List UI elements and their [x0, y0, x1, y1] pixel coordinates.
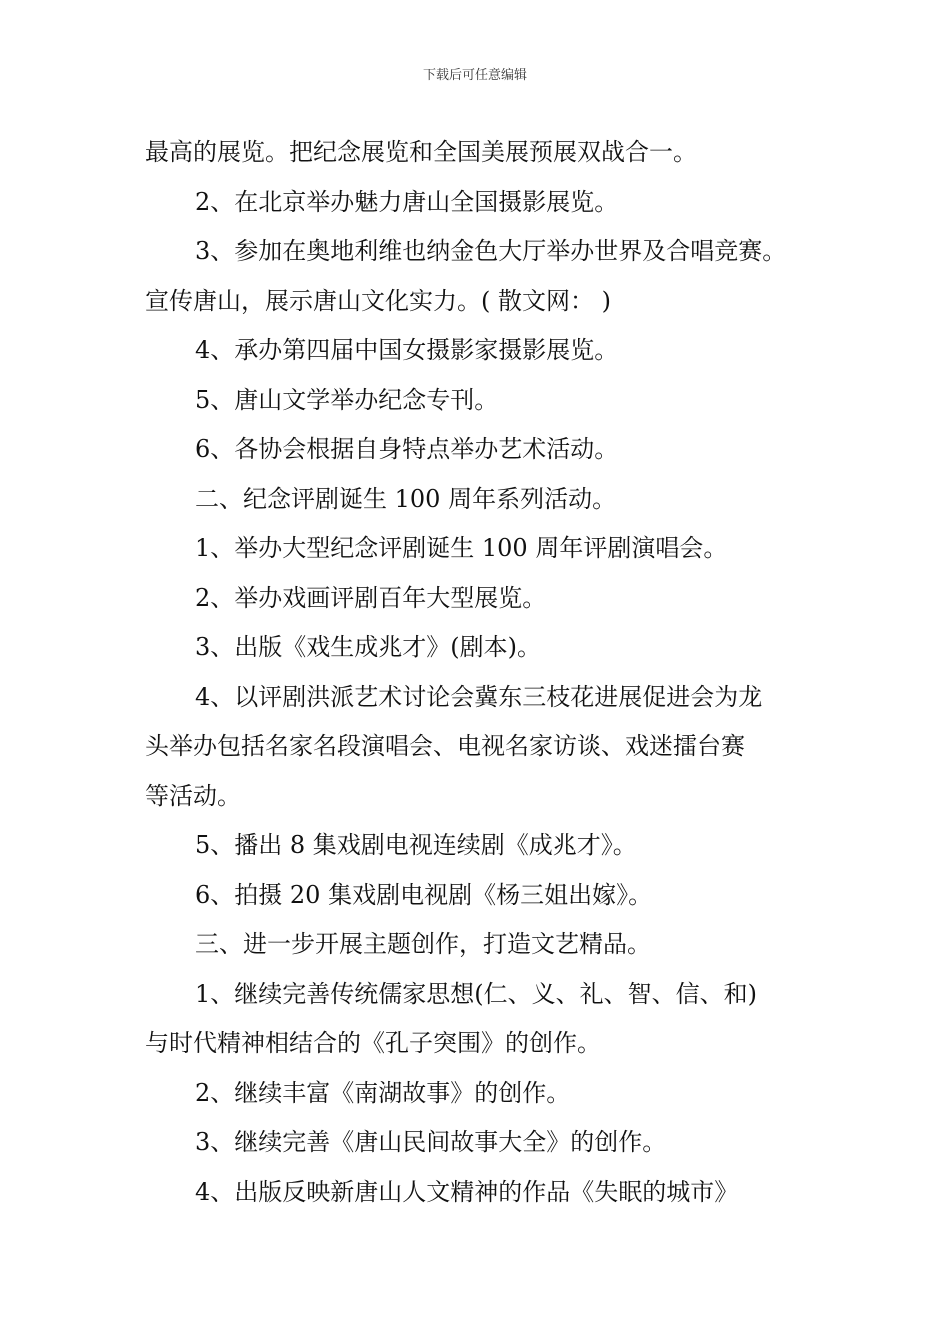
- text-line: 5、唐山文学举办纪念专刊。: [195, 385, 499, 414]
- document-body: [145, 128, 835, 1217]
- text-line: 2、举办戏画评剧百年大型展览。: [195, 583, 547, 612]
- text-line: 1、举办大型纪念评剧诞生 100 周年评剧演唱会。: [195, 534, 728, 562]
- text-line: 最高的展览。把纪念展览和全国美展预展双战合一。: [145, 138, 697, 166]
- text-line: 3、出版《戏生成兆才》(剧本)。: [195, 633, 541, 661]
- text-line: 4、以评剧洪派艺术讨论会冀东三枝花进展促进会为龙: [195, 682, 763, 711]
- text-line: 3、继续完善《唐山民间故事大全》的创作。: [195, 1128, 667, 1156]
- text-line: 三、进一步开展主题创作，打造文艺精品。: [195, 930, 651, 958]
- page-header: 下载后可任意编辑: [422, 68, 527, 83]
- text-line: 5、播出 8 集戏剧电视连续剧《成兆才》。: [195, 831, 637, 859]
- text-line: 3、参加在奥地利维也纳金色大厅举办世界及合唱竞赛。: [195, 237, 787, 265]
- text-line: 6、拍摄 20 集戏剧电视剧《杨三姐出嫁》。: [195, 880, 653, 909]
- text-line: 6、各协会根据自身特点举办艺术活动。: [195, 435, 619, 463]
- text-line: 与时代精神相结合的《孔子突围》的创作。: [145, 1029, 601, 1057]
- text-line: 等活动。: [145, 781, 241, 810]
- text-line: 2、在北京举办魅力唐山全国摄影展览。: [195, 187, 619, 216]
- text-line: 头举办包括名家名段演唱会、电视名家访谈、戏迷擂台赛: [145, 732, 745, 760]
- text-line: 2、继续丰富《南湖故事》的创作。: [195, 1078, 571, 1107]
- text-line: 4、出版反映新唐山人文精神的作品《失眠的城市》: [195, 1177, 739, 1206]
- text-line: 二、纪念评剧诞生 100 周年系列活动。: [195, 484, 617, 513]
- text-line: 4、承办第四届中国女摄影家摄影展览。: [195, 336, 619, 364]
- text-line: 宣传唐山，展示唐山文化实力。( 散文网： ): [145, 286, 611, 315]
- text-line: 1、继续完善传统儒家思想(仁、义、礼、智、信、和): [195, 979, 757, 1008]
